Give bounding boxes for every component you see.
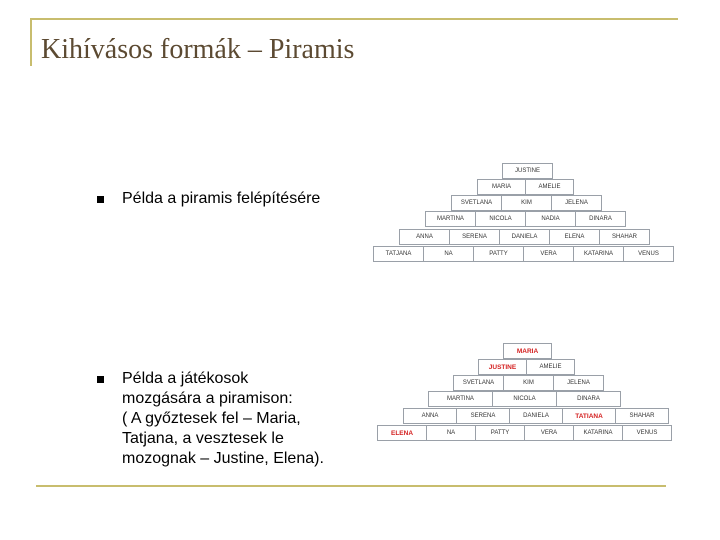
pyramid-cell: VENUS: [623, 426, 672, 440]
pyramid-cell: MARIA: [504, 344, 552, 358]
pyramid-cell: DINARA: [576, 212, 626, 226]
pyramid-cell: NICOLA: [493, 392, 557, 406]
bullet-marker: [97, 376, 104, 383]
top-rule: [30, 18, 678, 20]
pyramid-cell: DINARA: [557, 392, 621, 406]
pyramid-cell: VERA: [524, 247, 574, 261]
pyramid-cell: NADIA: [526, 212, 576, 226]
pyramid-row: [453, 375, 604, 391]
pyramid-cell: JELENA: [552, 196, 602, 210]
pyramid-cell: VENUS: [624, 247, 674, 261]
pyramid-cell: PATTY: [476, 426, 525, 440]
pyramid-cell: JUSTINE: [479, 360, 527, 374]
pyramid-cell: AMELIE: [526, 180, 574, 194]
pyramid-cell: SVETLANA: [454, 376, 504, 390]
pyramid-cell: ANNA: [400, 230, 450, 244]
pyramid-row: [377, 425, 672, 441]
pyramid-cell: SHAHAR: [616, 409, 669, 423]
pyramid-row: [403, 408, 669, 424]
pyramid-cell: KATARINA: [574, 426, 623, 440]
pyramid-cell: AMELIE: [527, 360, 575, 374]
bottom-rule: [36, 485, 666, 487]
pyramid-row: [502, 163, 553, 179]
pyramid-row: [478, 359, 575, 375]
bullet-2-line: mozognak – Justine, Elena).: [122, 450, 324, 467]
bullet-2-line: mozgására a piramison:: [122, 390, 293, 407]
pyramid-cell: NA: [424, 247, 474, 261]
pyramid-cell: MARTINA: [426, 212, 476, 226]
pyramid-cell: ANNA: [404, 409, 457, 423]
pyramid-cell: TATJANA: [374, 247, 424, 261]
bullet-2-line: Tatjana, a vesztesek le: [122, 430, 284, 447]
pyramid-cell: JUSTINE: [503, 164, 553, 178]
slide-title: Kihívásos formák – Piramis: [41, 34, 355, 65]
left-rule: [30, 18, 32, 66]
pyramid-cell: ELENA: [378, 426, 427, 440]
pyramid-row: [425, 211, 626, 227]
pyramid-cell: ELENA: [550, 230, 600, 244]
pyramid-cell: MARIA: [478, 180, 526, 194]
pyramid-cell: DANIELA: [500, 230, 550, 244]
pyramid-cell: MARTINA: [429, 392, 493, 406]
pyramid-row: [503, 343, 552, 359]
bullet-2-line: Példa a játékosok: [122, 370, 249, 387]
pyramid-cell: KIM: [504, 376, 554, 390]
bullet-1-line: Példa a piramis felépítésére: [122, 190, 321, 207]
bullet-2-text: [122, 369, 324, 469]
pyramid-cell: SVETLANA: [452, 196, 502, 210]
pyramid-row: [373, 246, 674, 262]
pyramid-row: [477, 179, 574, 195]
pyramid-row: [451, 195, 602, 211]
pyramid-cell: PATTY: [474, 247, 524, 261]
pyramid-cell: NICOLA: [476, 212, 526, 226]
bullet-1-text: [122, 189, 320, 209]
pyramid-row: [428, 391, 621, 407]
pyramid-cell: TATIANA: [563, 409, 616, 423]
pyramid-cell: SERENA: [450, 230, 500, 244]
pyramid-cell: NA: [427, 426, 476, 440]
pyramid-cell: SERENA: [457, 409, 510, 423]
pyramid-cell: SHAHAR: [600, 230, 650, 244]
pyramid-cell: JELENA: [554, 376, 604, 390]
pyramid-cell: KATARINA: [574, 247, 624, 261]
pyramid-cell: VERA: [525, 426, 574, 440]
pyramid-row: [399, 229, 650, 245]
pyramid-cell: DANIELA: [510, 409, 563, 423]
bullet-2-line: ( A győztesek fel – Maria,: [122, 410, 301, 427]
bullet-marker: [97, 196, 104, 203]
pyramid-cell: KIM: [502, 196, 552, 210]
